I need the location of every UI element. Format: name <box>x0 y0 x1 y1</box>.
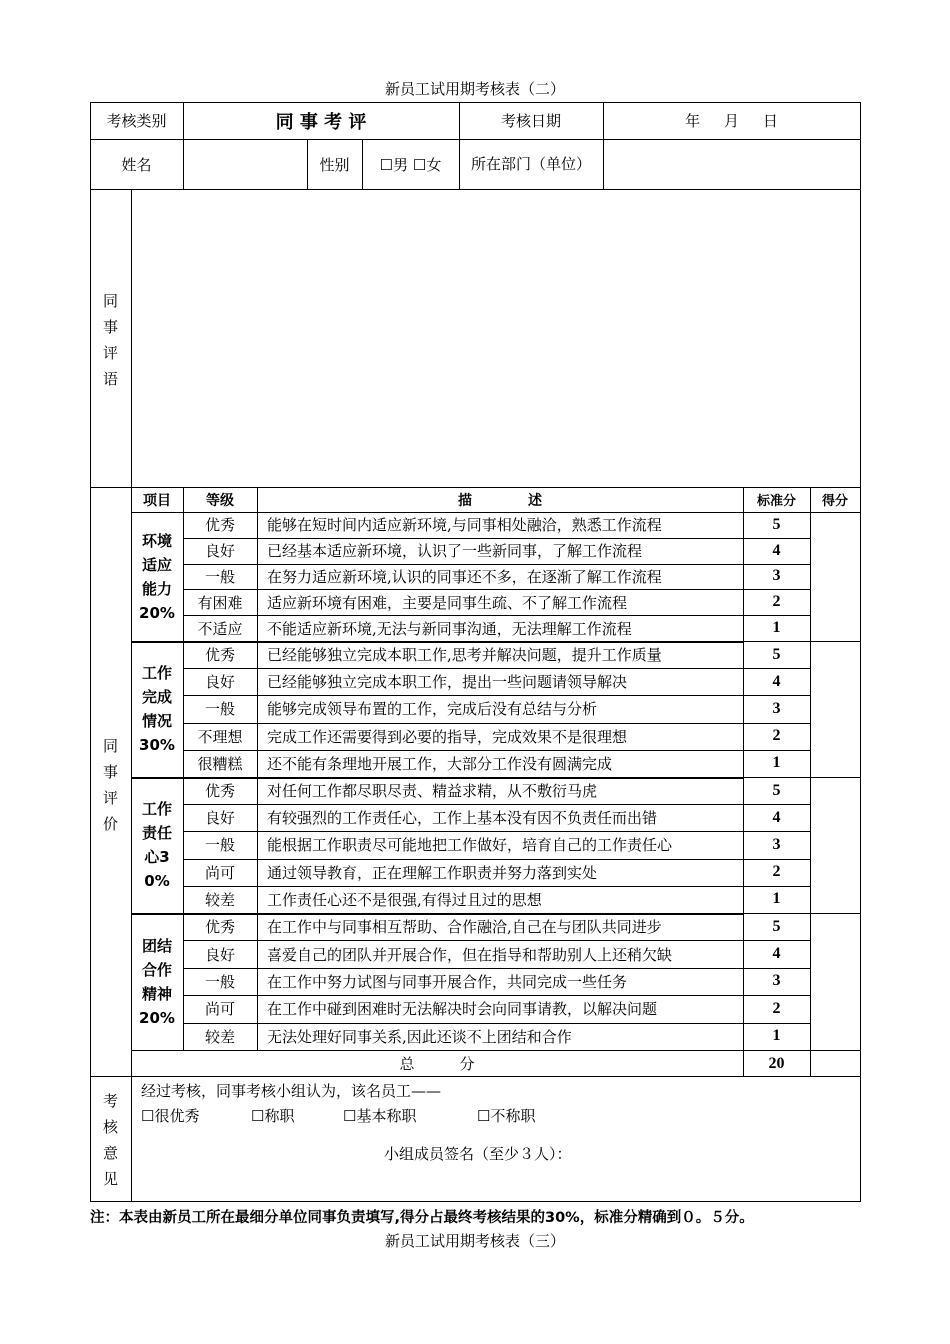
opinion-label <box>90 1088 131 1192</box>
level-cell: 一般 <box>204 836 235 855</box>
std-score-cell: 2 <box>772 727 781 745</box>
desc-cell: 还不能有条理地开展工作，大部分工作没有圆满完成 <box>267 754 613 773</box>
level-cell: 不适应 <box>197 619 243 638</box>
std-score-cell: 3 <box>772 835 781 853</box>
level-cell: 良好 <box>204 945 235 964</box>
col-item: 项目 <box>143 492 171 509</box>
desc-cell: 在工作中与同事相互帮助、合作融洽,自己在与团队共同进步 <box>267 918 662 937</box>
desc-cell: 已经能够独立完成本职工作,思考并解决问题，提升工作质量 <box>267 646 662 665</box>
group-score-field[interactable] <box>810 913 860 1050</box>
level-cell: 一般 <box>204 567 235 586</box>
level-cell: 优秀 <box>204 918 235 937</box>
total-score-field[interactable] <box>810 1050 860 1077</box>
col-line <box>810 487 811 512</box>
std-score-cell: 2 <box>772 593 781 611</box>
std-score-cell: 2 <box>772 863 781 881</box>
level-cell: 良好 <box>204 809 235 828</box>
desc-cell: 对任何工作都尽职尽责、精益求精，从不敷衍马虎 <box>267 782 598 801</box>
col-line <box>257 913 258 1050</box>
opinion-option-basic[interactable]: ☐基本称职 <box>343 1107 417 1125</box>
desc-cell: 在工作中碰到困难时无法解决时会向同事请教，以解决问题 <box>267 1000 658 1019</box>
desc-cell: 在工作中努力试图与同事开展合作，共同完成一些任务 <box>267 972 628 991</box>
col-std: 标准分 <box>756 494 796 509</box>
std-score-cell: 5 <box>772 645 781 663</box>
comment-label-text: 同事评语 <box>102 292 118 388</box>
std-score-cell: 3 <box>772 699 781 717</box>
level-cell: 优秀 <box>204 782 235 801</box>
header-row-line <box>131 512 861 513</box>
comment-label <box>90 288 131 392</box>
desc-cell: 完成工作还需要得到必要的指导，完成效果不是很理想 <box>267 727 628 746</box>
desc-cell: 无法处理好同事关系,因此还谈不上团结和合作 <box>267 1027 572 1046</box>
level-cell: 良好 <box>204 673 235 692</box>
col-line <box>257 512 258 641</box>
footnote: 注：本表由新员工所在最细分单位同事负责填写,得分占最终考核结果的30%，标准分精确到０。５分。 <box>90 1210 754 1226</box>
level-cell: 优秀 <box>204 646 235 665</box>
opinion-label-text: 考核意见 <box>102 1092 118 1188</box>
group-name: 工作责任心30% <box>141 800 172 890</box>
desc-cell: 适应新环境有困难，主要是同事生疏、不了解工作流程 <box>267 593 628 612</box>
col-line <box>257 777 258 913</box>
group-name: 团结合作精神20% <box>139 936 175 1027</box>
category-value: 同 事 考 评 <box>275 111 367 133</box>
std-score-cell: 4 <box>772 672 781 690</box>
desc-cell: 在努力适应新环境,认识的同事还不多，在逐渐了解工作流程 <box>267 567 662 586</box>
comment-field[interactable] <box>132 190 860 487</box>
date-label: 考核日期 <box>500 112 561 130</box>
eval-label-text: 同事评价 <box>102 737 118 833</box>
desc-cell: 能根据工作职责尽可能地把工作做好，培育自己的工作责任心 <box>267 836 673 855</box>
total-value: 20 <box>768 1054 785 1072</box>
name-field[interactable] <box>183 139 307 189</box>
doc-title: 新员工试用期考核表（二） <box>384 80 565 98</box>
level-cell: 一般 <box>204 972 235 991</box>
group-score-field[interactable] <box>810 512 860 641</box>
level-cell: 尚可 <box>204 1000 235 1019</box>
std-score-cell: 3 <box>772 972 781 990</box>
std-score-cell: 1 <box>772 1027 781 1045</box>
level-cell: 很糟糕 <box>197 754 243 773</box>
level-cell: 不理想 <box>197 727 243 746</box>
desc-cell: 能够在短时间内适应新环境,与同事相处融洽，熟悉工作流程 <box>267 516 662 535</box>
desc-cell: 有较强烈的工作责任心，工作上基本没有因不负责任而出错 <box>267 809 658 828</box>
col-score: 得分 <box>821 494 848 509</box>
group-name: 环境适应能力20% <box>139 531 175 622</box>
level-cell: 较差 <box>204 890 235 909</box>
level-cell: 一般 <box>204 700 235 719</box>
desc-cell: 不能适应新环境,无法与新同事沟通，无法理解工作流程 <box>267 619 632 638</box>
total-label: 总 分 <box>399 1055 475 1073</box>
col-desc: 描 述 <box>458 492 542 509</box>
signature-label: 小组成员签名（至少３人）： <box>384 1145 572 1163</box>
level-cell: 有困难 <box>197 593 243 612</box>
date-field[interactable]: 年 月 日 <box>685 112 778 130</box>
desc-cell: 通过领导教育，正在理解工作职责并努力落到实处 <box>267 863 598 882</box>
std-score-cell: 3 <box>772 567 781 585</box>
std-score-cell: 4 <box>772 945 781 963</box>
category-label: 考核类别 <box>106 112 167 130</box>
col-line <box>257 641 258 777</box>
eval-label <box>90 733 131 837</box>
dept-label: 所在部门（单位） <box>470 155 591 173</box>
level-cell: 优秀 <box>204 516 235 535</box>
opinion-option-excellent[interactable]: ☐很优秀 <box>141 1107 200 1125</box>
opinion-option-incompetent[interactable]: ☐不称职 <box>477 1107 536 1125</box>
level-cell: 较差 <box>204 1027 235 1046</box>
level-cell: 尚可 <box>204 863 235 882</box>
desc-cell: 已经能够独立完成本职工作，提出一些问题请领导解决 <box>267 673 628 692</box>
desc-cell: 已经基本适应新环境，认识了一些新同事，了解工作流程 <box>267 542 643 561</box>
std-score-cell: 5 <box>772 781 781 799</box>
col-line <box>743 487 744 512</box>
std-score-cell: 5 <box>772 515 781 533</box>
group-score-field[interactable] <box>810 641 860 777</box>
std-score-cell: 4 <box>772 541 781 559</box>
group-score-field[interactable] <box>810 777 860 913</box>
level-cell: 良好 <box>204 542 235 561</box>
std-score-cell: 4 <box>772 808 781 826</box>
std-score-cell: 1 <box>772 754 781 772</box>
std-score-cell: 2 <box>772 999 781 1017</box>
dept-field[interactable] <box>603 139 860 189</box>
name-label: 姓名 <box>121 155 152 174</box>
std-score-cell: 1 <box>772 619 781 637</box>
opinion-text: 经过考核，同事考核小组认为，该名员工—— <box>141 1082 442 1100</box>
col-line <box>183 487 184 512</box>
desc-cell: 工作责任心还不是很强,有得过且过的思想 <box>267 890 542 909</box>
gender-options[interactable]: ☐男 ☐女 <box>379 155 442 174</box>
next-title: 新员工试用期考核表（三） <box>384 1232 565 1250</box>
gender-label: 性别 <box>319 155 350 174</box>
col-level: 等级 <box>206 492 234 509</box>
std-score-cell: 5 <box>772 917 781 935</box>
desc-cell: 喜爱自己的团队并开展合作，但在指导和帮助别人上还稍欠缺 <box>267 945 673 964</box>
std-score-cell: 1 <box>772 890 781 908</box>
desc-cell: 能够完成领导布置的工作，完成后没有总结与分析 <box>267 700 598 719</box>
group-name: 工作完成情况30% <box>139 664 175 754</box>
opinion-option-competent[interactable]: ☐称职 <box>251 1107 295 1125</box>
col-line <box>257 487 258 512</box>
